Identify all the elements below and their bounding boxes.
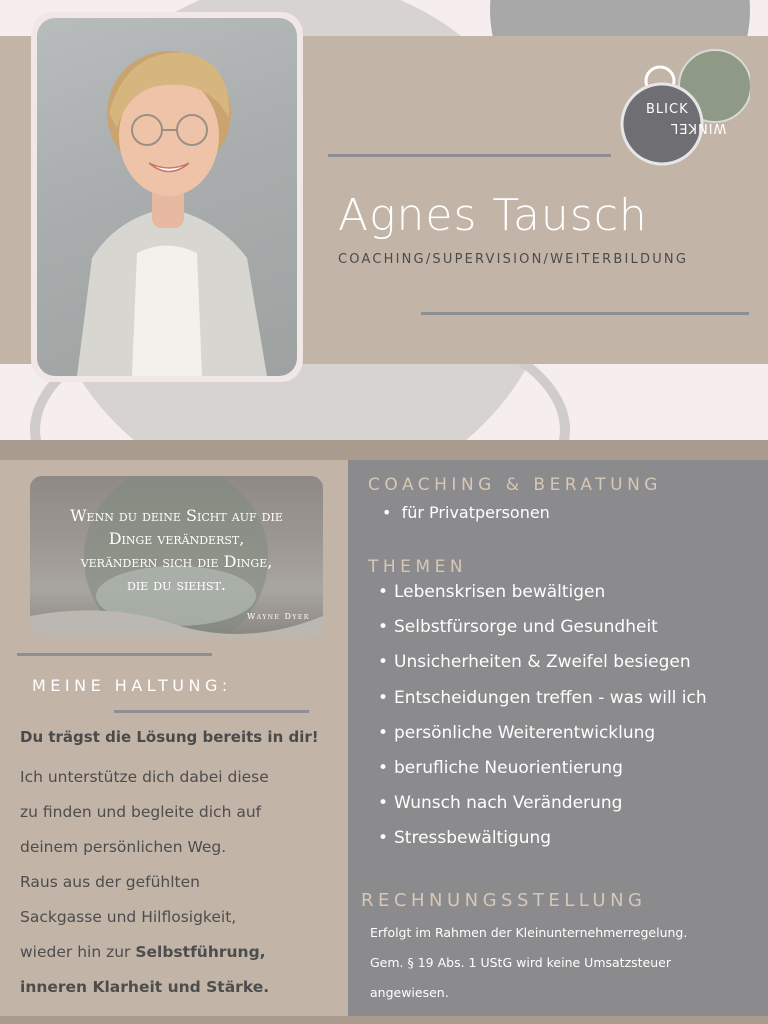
logo-word-bottom: WINKEL — [670, 120, 727, 135]
bottom-strip — [0, 1016, 768, 1024]
portrait-illustration — [37, 18, 297, 376]
divider-line — [17, 653, 212, 656]
haltung-lead: Du trägst die Lösung bereits in dir! — [20, 728, 319, 746]
divider-line — [114, 710, 309, 713]
person-subtitle: COACHING/SUPERVISION/WEITERBILDUNG — [338, 252, 689, 267]
divider-band — [0, 440, 768, 460]
list-item: • Stressbewältigung — [378, 821, 707, 856]
themen-list — [378, 575, 707, 857]
coaching-item: • für Privatpersonen — [382, 503, 550, 522]
haltung-heading: MEINE HALTUNG: — [32, 676, 232, 695]
coaching-heading: COACHING & BERATUNG — [368, 475, 662, 495]
list-item: • berufliche Neuorientierung — [378, 751, 707, 786]
rechnung-text: Erfolgt im Rahmen der Kleinunternehmerregelung. Gem. § 19 Abs. 1 UStG wird keine Umsatzsteuer angewiesen. — [370, 925, 688, 1000]
divider-line — [421, 312, 749, 315]
quote-text: Wenn du deine Sicht auf die Dinge veränderst, verändern sich die Dinge, die du siehst. — [70, 506, 283, 594]
list-item: • Selbstfürsorge und Gesundheit — [378, 610, 707, 645]
list-item: • Unsicherheiten & Zweifel besiegen — [378, 645, 707, 680]
list-item: • persönliche Weiterentwicklung — [378, 716, 707, 751]
themen-heading: THEMEN — [368, 557, 468, 577]
rechnung-heading: RECHNUNGSSTELLUNG — [361, 890, 647, 911]
logo-word-top: BLICK — [646, 102, 689, 117]
logo — [620, 46, 750, 166]
list-item: • Entscheidungen treffen - was will ich — [378, 681, 707, 716]
divider-line — [328, 154, 611, 157]
portrait-frame — [31, 12, 303, 382]
quote-image — [30, 476, 323, 638]
quote-author: Wayne Dyer — [247, 612, 310, 621]
list-item: • Lebenskrisen bewältigen — [378, 575, 707, 610]
haltung-body: Ich unterstütze dich dabei diese zu finden und begleite dich auf deinem persönlichen Weg. Raus aus der gefühlten Sackgasse und Hilflosigkeit, wieder hin zur Selbstführung, inneren Klarheit und Stärke. — [20, 768, 270, 996]
portrait-photo — [37, 18, 297, 376]
person-name: Agnes Tausch — [338, 190, 648, 241]
list-item: • Wunsch nach Veränderung — [378, 786, 707, 821]
